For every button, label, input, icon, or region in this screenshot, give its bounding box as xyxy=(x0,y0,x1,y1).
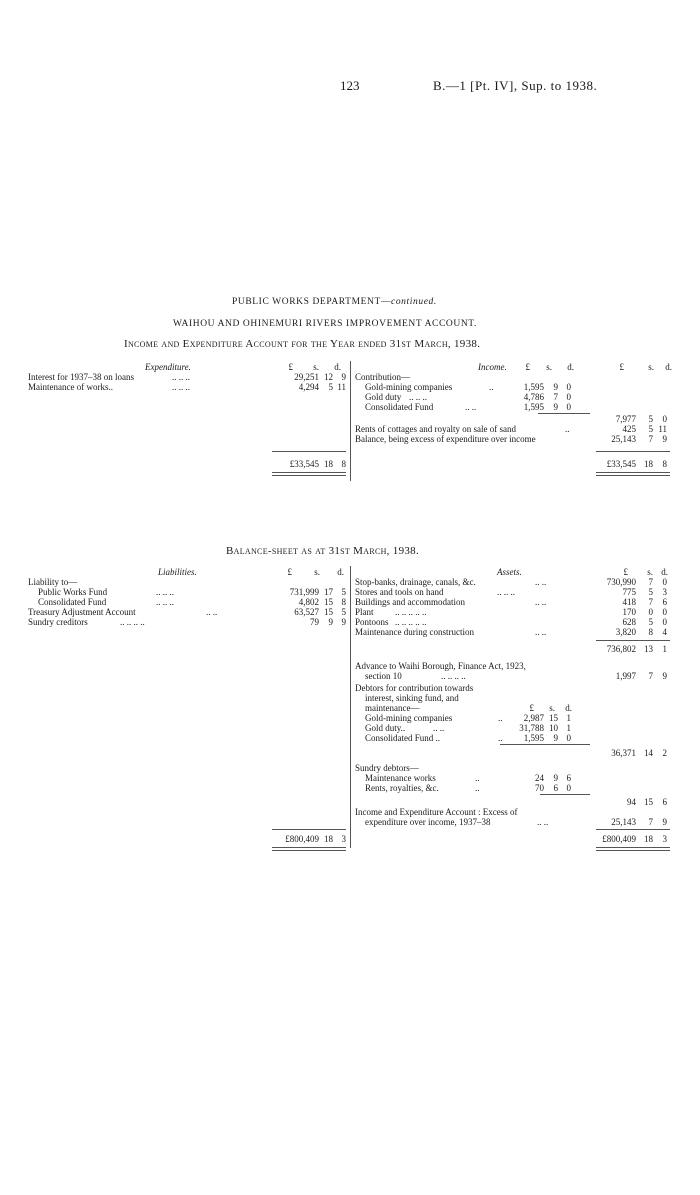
liabilities-heading: Liabilities. xyxy=(158,567,197,577)
liabilities-column-headers: £ s. d. xyxy=(287,567,344,577)
expenditure-row: Interest for 1937–38 on loans .. .. .. 29,251 12 9 xyxy=(28,372,346,382)
asset-row: Pontoons .. .. .. .. .. 628 5 0 xyxy=(355,617,667,627)
assets-heading: Assets. xyxy=(497,567,522,577)
page-number: 123 xyxy=(340,78,360,93)
debtor-row: Consolidated Fund .. .. 1,595 9 0 xyxy=(365,733,571,743)
contribution-row: Gold-mining companies .. 1,595 9 0 xyxy=(365,382,571,392)
sundry-debtors-label: Sundry debtors— xyxy=(355,763,419,773)
debtors-label-line3: maintenance— £ s. d. xyxy=(365,703,572,713)
income-column-headers: £ s. d. £ s. d. xyxy=(525,362,672,372)
rule xyxy=(500,744,590,745)
liability-to-label: Liability to— xyxy=(28,577,78,587)
sundry-total: 94 15 6 xyxy=(627,797,667,807)
double-rule xyxy=(596,472,670,476)
column-divider xyxy=(350,566,351,848)
asset-row: Stores and tools on hand .. .. .. 775 5 3 xyxy=(355,587,667,597)
sundry-row: Maintenance works .. 24 9 6 xyxy=(365,773,571,783)
double-rule xyxy=(596,847,670,851)
advance-label-line1: Advance to Waihi Borough, Finance Act, 1923, xyxy=(355,661,526,671)
income-expenditure-title: Income and Expenditure Account for the Year ended 31st March, 1938. xyxy=(124,338,481,350)
expenditure-column-headers: £ s. d. xyxy=(288,362,341,372)
liability-row: Public Works Fund .. .. .. 731,999 17 5 xyxy=(38,587,346,597)
assets-subtotal: 736,802 13 1 xyxy=(606,644,667,654)
asset-row: Maintenance during construction .. .. 3,820 8 4 xyxy=(355,627,667,637)
expenditure-heading: Expenditure. xyxy=(145,362,191,372)
rule xyxy=(596,829,670,830)
column-divider xyxy=(350,361,351,481)
assets-column-headers: £ s. d. xyxy=(623,567,668,577)
contribution-label: Contribution— xyxy=(355,372,411,382)
liability-row: Consolidated Fund .. .. .. 4,802 15 8 xyxy=(38,597,346,607)
account-title: WAIHOU AND OHINEMURI RIVERS IMPROVEMENT ACCOUNT. xyxy=(173,319,477,329)
income-heading: Income. xyxy=(478,362,507,372)
document-reference: B.—1 [Pt. IV], Sup. to 1938. xyxy=(433,78,598,93)
sundry-row: Rents, royalties, &c. .. 70 6 0 xyxy=(365,783,571,793)
debtors-label-line1: Debtors for contribution towards xyxy=(355,683,474,693)
expenditure-total: £33,545 18 8 xyxy=(289,459,346,469)
income-row: Balance, being excess of expenditure over income 25,143 7 9 xyxy=(355,434,667,444)
double-rule xyxy=(272,847,346,851)
debtors-label-line2: interest, sinking fund, and xyxy=(365,693,459,703)
rule xyxy=(538,413,590,414)
contribution-row: Consolidated Fund .. .. 1,595 9 0 xyxy=(365,402,571,412)
contribution-row: Gold duty .. .. .. 4,786 7 0 xyxy=(365,392,571,402)
contribution-total: 7,977 5 0 xyxy=(615,414,667,424)
rule xyxy=(272,451,346,452)
debtor-row: Gold-mining companies .. 2,987 15 1 xyxy=(365,713,571,723)
double-rule xyxy=(272,472,346,476)
debtor-row: Gold duty.. .. .. 31,788 10 1 xyxy=(365,723,571,733)
liabilities-total: £800,409 18 3 xyxy=(285,834,346,844)
asset-row: Plant .. .. .. .. .. 170 0 0 xyxy=(355,607,667,617)
ie-account-row: expenditure over income, 1937–38 .. .. 25,143 7 9 xyxy=(365,817,667,827)
rule xyxy=(596,640,670,641)
income-row: Rents of cottages and royalty on sale of sand .. 425 5 11 xyxy=(355,424,667,434)
expenditure-row: Maintenance of works.. .. .. .. 4,294 5 11 xyxy=(28,382,346,392)
advance-row: section 10 .. .. .. .. 1,997 7 9 xyxy=(365,671,667,681)
rule xyxy=(596,451,670,452)
rule xyxy=(540,794,590,795)
asset-row: Buildings and accommodation .. .. 418 7 6 xyxy=(355,597,667,607)
liability-row: Sundry creditors .. .. .. .. 79 9 9 xyxy=(28,617,346,627)
rule xyxy=(272,829,346,830)
income-total: £33,545 18 8 xyxy=(606,459,667,469)
liability-row: Treasury Adjustment Account .. .. 63,527 15 5 xyxy=(28,607,346,617)
department-title: PUBLIC WORKS DEPARTMENT—continued. xyxy=(232,297,437,307)
balance-sheet-title: Balance-sheet as at 31st March, 1938. xyxy=(226,545,420,557)
asset-row: Stop-banks, drainage, canals, &c. .. .. 730,990 7 0 xyxy=(355,577,667,587)
debtors-total: 36,371 14 2 xyxy=(611,748,667,758)
ie-account-label-line1: Income and Expenditure Account : Excess of xyxy=(355,807,518,817)
assets-total: £800,409 18 3 xyxy=(602,834,667,844)
